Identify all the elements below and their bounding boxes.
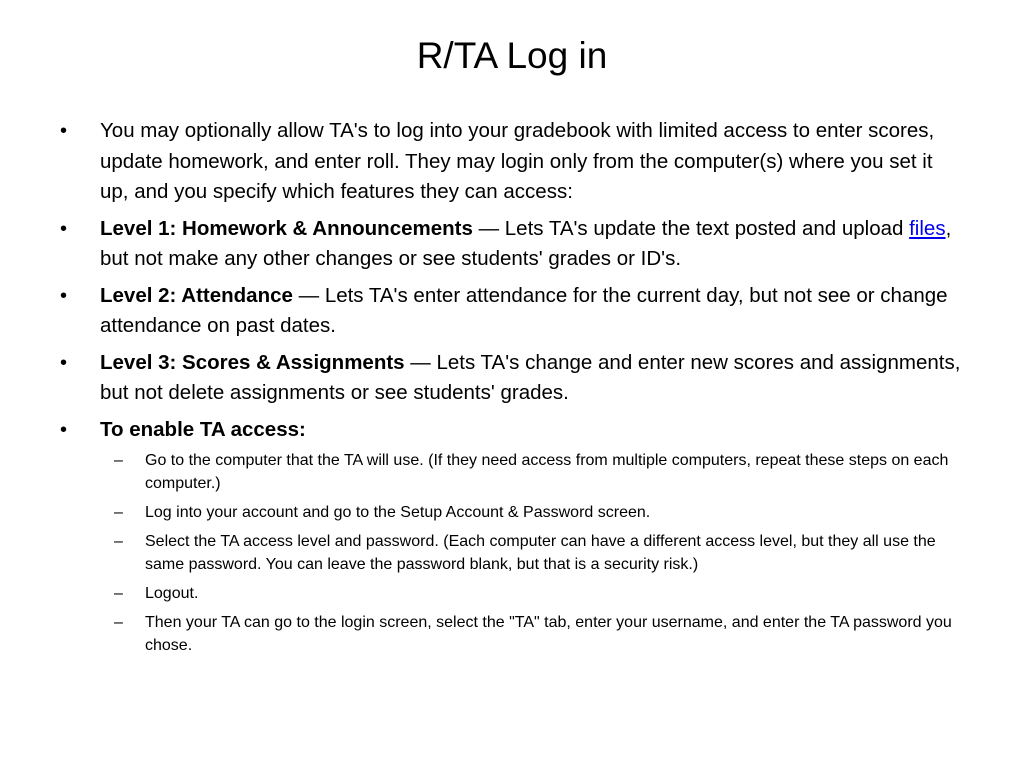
bullet-text: — Lets TA's change and enter new scores and assignments, but not delete assignments or see students' grades. bbox=[100, 350, 961, 404]
bullet-icon: • bbox=[60, 418, 68, 441]
slide-title: R/TA Log in bbox=[416, 35, 608, 76]
step-item bbox=[100, 449, 961, 495]
bullet-text: — Lets TA's enter attendance for the current day, but not see or change attendance on past dates. bbox=[100, 283, 948, 337]
bullet-icon: • bbox=[60, 284, 68, 307]
bullet-item-enable-ta bbox=[56, 415, 961, 658]
step-item bbox=[100, 582, 961, 605]
bullet-text: You may optionally allow TA's to log into your gradebook with limited access to enter scores, update homework, and enter roll. They may login only from the computer(s) where you set it up, and you specify which features they can access: bbox=[100, 119, 935, 203]
dash-icon: – bbox=[114, 504, 123, 521]
step-text: Logout. bbox=[145, 585, 199, 602]
dash-icon: – bbox=[114, 533, 123, 550]
bullet-heading: To enable TA access: bbox=[100, 417, 306, 441]
steps-list bbox=[100, 449, 961, 657]
bullet-heading: Level 1: Homework & Announcements bbox=[100, 216, 473, 240]
bullet-item-level-1 bbox=[56, 214, 961, 275]
bullet-item-intro bbox=[56, 116, 961, 208]
bullet-heading: Level 2: Attendance bbox=[100, 283, 293, 307]
dash-icon: – bbox=[114, 585, 123, 602]
bullet-list bbox=[56, 116, 961, 657]
step-item bbox=[100, 611, 961, 657]
files-link[interactable]: files bbox=[909, 216, 946, 240]
step-text: Select the TA access level and password. (Each computer can have a different access level, but they all use the same password. You can leave the password blank, but that is a security risk.) bbox=[145, 533, 936, 573]
step-item bbox=[100, 501, 961, 524]
bullet-item-level-3 bbox=[56, 348, 961, 409]
bullet-icon: • bbox=[60, 120, 68, 142]
dash-icon: – bbox=[114, 614, 123, 631]
step-text: Go to the computer that the TA will use. (If they need access from multiple computers, repeat these steps on each computer.) bbox=[145, 452, 949, 492]
bullet-heading: Level 3: Scores & Assignments bbox=[100, 350, 405, 374]
slide-content bbox=[56, 116, 961, 663]
bullet-text-continued: , but not make any other changes or see students' grades or ID's. bbox=[100, 216, 952, 270]
step-item bbox=[100, 530, 961, 576]
bullet-text: — Lets TA's update the text posted and upload bbox=[472, 216, 910, 240]
bullet-item-level-2 bbox=[56, 281, 961, 342]
step-text: Log into your account and go to the Setup Account & Password screen. bbox=[145, 504, 651, 521]
bullet-icon: • bbox=[60, 217, 68, 240]
dash-icon: – bbox=[114, 452, 123, 469]
bullet-icon: • bbox=[60, 351, 68, 374]
step-text: Then your TA can go to the login screen, select the "TA" tab, enter your username, and enter the TA password you chose. bbox=[145, 614, 952, 654]
